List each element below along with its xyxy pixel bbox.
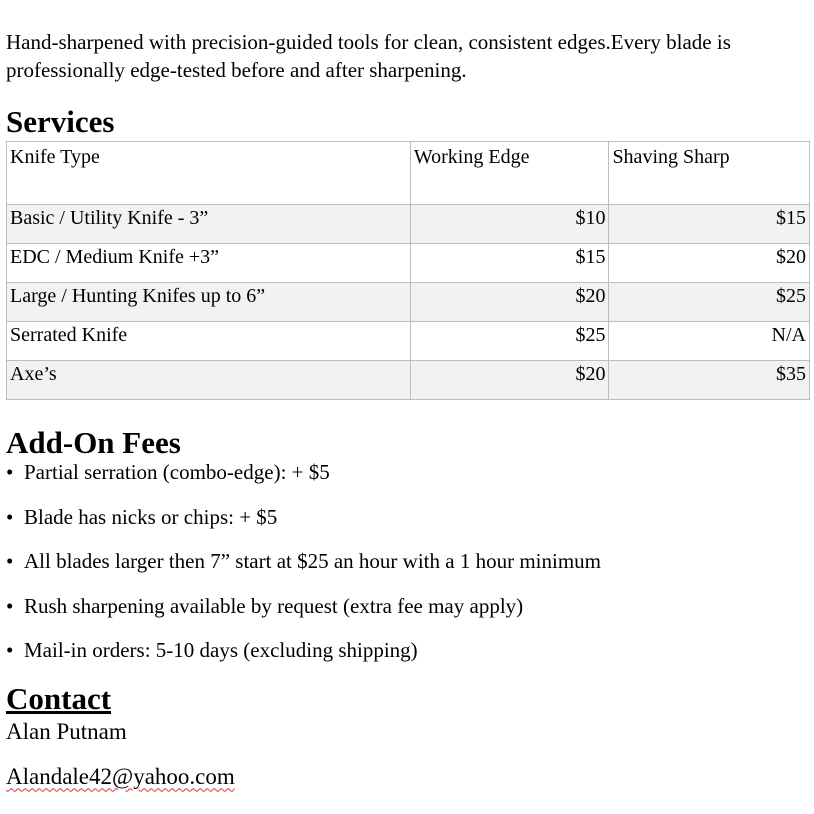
- knife-type-cell: EDC / Medium Knife +3”: [7, 244, 411, 283]
- working-edge-price: $25: [410, 322, 609, 361]
- shaving-sharp-price: $15: [609, 205, 810, 244]
- knife-type-cell: Serrated Knife: [7, 322, 411, 361]
- intro-paragraph: Hand-sharpened with precision-guided tools for clean, consistent edges.Every blade is professionally edge-tested before and after sharpening.: [6, 30, 731, 82]
- shaving-sharp-price: $20: [609, 244, 810, 283]
- list-item: • Blade has nicks or chips: + $5: [6, 503, 810, 531]
- table-row: [7, 322, 810, 361]
- table-row: [7, 361, 810, 400]
- shaving-sharp-price: $25: [609, 283, 810, 322]
- services-table: [6, 141, 810, 400]
- working-edge-price: $20: [410, 361, 609, 400]
- working-edge-price: $20: [410, 283, 609, 322]
- table-row: [7, 205, 810, 244]
- working-edge-price: $10: [410, 205, 609, 244]
- contact-heading: Contact: [6, 680, 112, 716]
- table-header-row: [7, 142, 810, 205]
- knife-type-cell: Large / Hunting Knifes up to 6”: [7, 283, 411, 322]
- column-header-knife-type: Knife Type: [7, 142, 411, 205]
- contact-name: Alan Putnam: [6, 718, 127, 744]
- knife-type-cell: Axe’s: [7, 361, 411, 400]
- contact-email[interactable]: Alandale42@yahoo.com: [6, 763, 235, 789]
- list-item: • Rush sharpening available by request (extra fee may apply): [6, 592, 810, 620]
- addon-fees-list: [6, 458, 810, 664]
- services-heading: Services: [6, 104, 115, 139]
- table-row: [7, 283, 810, 322]
- addon-fees-heading: Add-On Fees: [6, 425, 181, 460]
- list-item: • All blades larger then 7” start at $25 an hour with a 1 hour minimum: [6, 547, 810, 575]
- column-header-working-edge: Working Edge: [410, 142, 609, 205]
- table-row: [7, 244, 810, 283]
- column-header-shaving-sharp: Shaving Sharp: [609, 142, 810, 205]
- list-item: • Mail-in orders: 5-10 days (excluding shipping): [6, 636, 810, 664]
- shaving-sharp-price: $35: [609, 361, 810, 400]
- shaving-sharp-price: N/A: [609, 322, 810, 361]
- working-edge-price: $15: [410, 244, 609, 283]
- knife-type-cell: Basic / Utility Knife - 3”: [7, 205, 411, 244]
- list-item: • Partial serration (combo-edge): + $5: [6, 458, 810, 486]
- document-page: [6, 28, 810, 792]
